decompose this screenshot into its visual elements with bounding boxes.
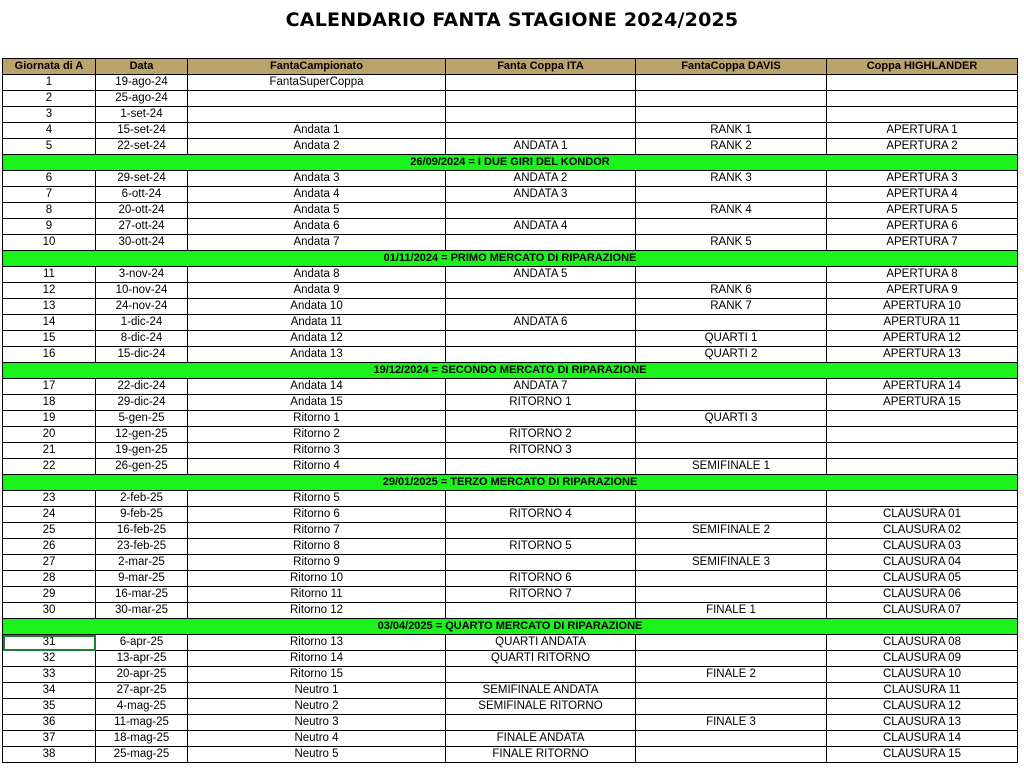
table-row	[3, 123, 1018, 139]
table-row	[3, 651, 1018, 667]
cell-coppa-highlander[interactable]: APERTURA 6	[827, 219, 1018, 235]
cell-coppa-highlander[interactable]: APERTURA 2	[827, 139, 1018, 155]
cell-giornata[interactable]: 36	[3, 715, 96, 731]
cell-data[interactable]: 25-mag-25	[96, 747, 188, 763]
cell-coppa-highlander[interactable]: CLAUSURA 15	[827, 747, 1018, 763]
cell-data[interactable]: 2-feb-25	[96, 491, 188, 507]
cell-coppa-davis[interactable]	[636, 443, 827, 459]
cell-data[interactable]: 22-set-24	[96, 139, 188, 155]
cell-giornata[interactable]: 3	[3, 107, 96, 123]
table-row	[3, 411, 1018, 427]
table-row	[3, 427, 1018, 443]
cell-coppa-highlander[interactable]: CLAUSURA 02	[827, 523, 1018, 539]
cell-data[interactable]: 27-apr-25	[96, 683, 188, 699]
cell-coppa-ita[interactable]	[446, 235, 636, 251]
cell-data[interactable]: 26-gen-25	[96, 459, 188, 475]
cell-giornata[interactable]: 5	[3, 139, 96, 155]
cell-fantacampionato[interactable]: Ritorno 1	[188, 411, 446, 427]
cell-fantacampionato[interactable]: Andata 11	[188, 315, 446, 331]
cell-fantacampionato[interactable]: Neutro 3	[188, 715, 446, 731]
table-row	[3, 347, 1018, 363]
cell-coppa-ita[interactable]: RITORNO 3	[446, 443, 636, 459]
cell-coppa-highlander[interactable]: APERTURA 5	[827, 203, 1018, 219]
cell-coppa-ita[interactable]	[446, 523, 636, 539]
cell-fantacampionato[interactable]: Andata 13	[188, 347, 446, 363]
cell-data[interactable]: 20-ott-24	[96, 203, 188, 219]
cell-fantacampionato[interactable]	[188, 91, 446, 107]
separator-row	[3, 363, 1018, 379]
cell-coppa-highlander[interactable]: CLAUSURA 01	[827, 507, 1018, 523]
cell-coppa-highlander[interactable]: APERTURA 8	[827, 267, 1018, 283]
separator-row	[3, 251, 1018, 267]
table-row	[3, 603, 1018, 619]
separator-cell[interactable]: 19/12/2024 = SECONDO MERCATO DI RIPARAZIONE	[3, 363, 1018, 379]
cell-giornata[interactable]: 13	[3, 299, 96, 315]
cell-coppa-davis[interactable]	[636, 75, 827, 91]
cell-data[interactable]: 13-apr-25	[96, 651, 188, 667]
table-row	[3, 459, 1018, 475]
cell-coppa-davis[interactable]	[636, 571, 827, 587]
cell-giornata[interactable]: 27	[3, 555, 96, 571]
cell-fantacampionato[interactable]: FantaSuperCoppa	[188, 75, 446, 91]
cell-coppa-davis[interactable]	[636, 635, 827, 651]
cell-fantacampionato[interactable]: Andata 9	[188, 283, 446, 299]
cell-coppa-highlander[interactable]: APERTURA 4	[827, 187, 1018, 203]
table-row	[3, 331, 1018, 347]
cell-data[interactable]: 9-feb-25	[96, 507, 188, 523]
cell-fantacampionato[interactable]: Ritorno 13	[188, 635, 446, 651]
cell-data[interactable]: 1-set-24	[96, 107, 188, 123]
cell-data[interactable]: 2-mar-25	[96, 555, 188, 571]
cell-data[interactable]: 22-dic-24	[96, 379, 188, 395]
table-row	[3, 203, 1018, 219]
table-row	[3, 299, 1018, 315]
cell-giornata[interactable]: 30	[3, 603, 96, 619]
cell-coppa-davis[interactable]	[636, 315, 827, 331]
table-row	[3, 395, 1018, 411]
cell-coppa-davis[interactable]	[636, 107, 827, 123]
page-title: CALENDARIO FANTA STAGIONE 2024/2025	[285, 9, 739, 31]
cell-coppa-highlander[interactable]: CLAUSURA 10	[827, 667, 1018, 683]
cell-coppa-highlander[interactable]: CLAUSURA 12	[827, 699, 1018, 715]
separator-cell[interactable]: 03/04/2025 = QUARTO MERCATO DI RIPARAZIONE	[3, 619, 1018, 635]
cell-giornata[interactable]: 26	[3, 539, 96, 555]
cell-coppa-ita[interactable]: SEMIFINALE RITORNO	[446, 699, 636, 715]
table-row	[3, 267, 1018, 283]
cell-fantacampionato[interactable]: Ritorno 8	[188, 539, 446, 555]
cell-coppa-davis[interactable]: FINALE 3	[636, 715, 827, 731]
cell-coppa-ita[interactable]: FINALE RITORNO	[446, 747, 636, 763]
cell-giornata[interactable]: 6	[3, 171, 96, 187]
cell-data[interactable]: 8-dic-24	[96, 331, 188, 347]
cell-coppa-ita[interactable]	[446, 299, 636, 315]
table-row	[3, 635, 1018, 651]
cell-coppa-ita[interactable]	[446, 203, 636, 219]
calendar-table	[2, 58, 1018, 763]
cell-coppa-davis[interactable]: RANK 3	[636, 171, 827, 187]
cell-coppa-ita[interactable]: RITORNO 4	[446, 507, 636, 523]
cell-giornata[interactable]: 8	[3, 203, 96, 219]
table-row	[3, 731, 1018, 747]
cell-coppa-highlander[interactable]: CLAUSURA 11	[827, 683, 1018, 699]
cell-giornata[interactable]: 34	[3, 683, 96, 699]
cell-fantacampionato[interactable]: Ritorno 6	[188, 507, 446, 523]
cell-fantacampionato[interactable]: Andata 7	[188, 235, 446, 251]
header-fantacampionato[interactable]: FantaCampionato	[188, 59, 446, 75]
cell-fantacampionato[interactable]: Ritorno 12	[188, 603, 446, 619]
cell-coppa-davis[interactable]	[636, 587, 827, 603]
cell-coppa-davis[interactable]: QUARTI 2	[636, 347, 827, 363]
cell-fantacampionato[interactable]: Andata 14	[188, 379, 446, 395]
table-row	[3, 315, 1018, 331]
cell-coppa-highlander[interactable]	[827, 459, 1018, 475]
cell-fantacampionato[interactable]: Andata 12	[188, 331, 446, 347]
cell-coppa-davis[interactable]: SEMIFINALE 3	[636, 555, 827, 571]
cell-data[interactable]: 30-mar-25	[96, 603, 188, 619]
header-data[interactable]: Data	[96, 59, 188, 75]
cell-coppa-highlander[interactable]	[827, 443, 1018, 459]
cell-coppa-ita[interactable]: RITORNO 6	[446, 571, 636, 587]
cell-giornata[interactable]: 25	[3, 523, 96, 539]
cell-giornata[interactable]: 24	[3, 507, 96, 523]
cell-coppa-highlander[interactable]: APERTURA 12	[827, 331, 1018, 347]
table-row	[3, 379, 1018, 395]
cell-coppa-ita[interactable]	[446, 555, 636, 571]
table-row	[3, 235, 1018, 251]
cell-coppa-davis[interactable]	[636, 731, 827, 747]
table-row	[3, 667, 1018, 683]
separator-row	[3, 619, 1018, 635]
cell-giornata[interactable]: 38	[3, 747, 96, 763]
cell-coppa-davis[interactable]: RANK 1	[636, 123, 827, 139]
table-row	[3, 539, 1018, 555]
cell-data[interactable]: 18-mag-25	[96, 731, 188, 747]
table-row	[3, 747, 1018, 763]
cell-giornata[interactable]: 7	[3, 187, 96, 203]
cell-coppa-highlander[interactable]: CLAUSURA 14	[827, 731, 1018, 747]
cell-fantacampionato[interactable]: Ritorno 2	[188, 427, 446, 443]
cell-data[interactable]: 6-ott-24	[96, 187, 188, 203]
header-row	[3, 59, 1018, 75]
cell-coppa-ita[interactable]: ANDATA 1	[446, 139, 636, 155]
cell-coppa-ita[interactable]	[446, 91, 636, 107]
cell-coppa-ita[interactable]: ANDATA 4	[446, 219, 636, 235]
table-row	[3, 443, 1018, 459]
cell-coppa-ita[interactable]: ANDATA 7	[446, 379, 636, 395]
cell-coppa-davis[interactable]: RANK 5	[636, 235, 827, 251]
cell-coppa-ita[interactable]: QUARTI ANDATA	[446, 635, 636, 651]
cell-giornata[interactable]: 4	[3, 123, 96, 139]
cell-coppa-highlander[interactable]	[827, 411, 1018, 427]
cell-coppa-ita[interactable]	[446, 603, 636, 619]
table-row	[3, 171, 1018, 187]
cell-giornata[interactable]: 33	[3, 667, 96, 683]
cell-coppa-davis[interactable]: FINALE 2	[636, 667, 827, 683]
cell-coppa-ita[interactable]	[446, 107, 636, 123]
cell-data[interactable]: 11-mag-25	[96, 715, 188, 731]
cell-coppa-davis[interactable]	[636, 395, 827, 411]
cell-data[interactable]: 16-feb-25	[96, 523, 188, 539]
cell-coppa-ita[interactable]	[446, 459, 636, 475]
cell-giornata[interactable]: 15	[3, 331, 96, 347]
cell-data[interactable]: 30-ott-24	[96, 235, 188, 251]
cell-data[interactable]: 24-nov-24	[96, 299, 188, 315]
cell-coppa-davis[interactable]: QUARTI 3	[636, 411, 827, 427]
cell-coppa-davis[interactable]	[636, 219, 827, 235]
header-coppa-ita[interactable]: Fanta Coppa ITA	[446, 59, 636, 75]
cell-fantacampionato[interactable]: Andata 10	[188, 299, 446, 315]
table-row	[3, 91, 1018, 107]
cell-coppa-davis[interactable]	[636, 747, 827, 763]
cell-coppa-davis[interactable]	[636, 379, 827, 395]
cell-coppa-davis[interactable]: RANK 4	[636, 203, 827, 219]
cell-coppa-ita[interactable]: FINALE ANDATA	[446, 731, 636, 747]
cell-coppa-highlander[interactable]: APERTURA 3	[827, 171, 1018, 187]
cell-data[interactable]: 3-nov-24	[96, 267, 188, 283]
table-row	[3, 75, 1018, 91]
cell-data[interactable]: 16-mar-25	[96, 587, 188, 603]
table-row	[3, 523, 1018, 539]
table-row	[3, 219, 1018, 235]
cell-coppa-highlander[interactable]	[827, 107, 1018, 123]
cell-fantacampionato[interactable]: Andata 1	[188, 123, 446, 139]
cell-coppa-davis[interactable]: SEMIFINALE 2	[636, 523, 827, 539]
cell-fantacampionato[interactable]: Andata 3	[188, 171, 446, 187]
cell-coppa-ita[interactable]	[446, 667, 636, 683]
cell-coppa-ita[interactable]	[446, 411, 636, 427]
cell-giornata[interactable]: 29	[3, 587, 96, 603]
cell-coppa-ita[interactable]	[446, 347, 636, 363]
cell-coppa-highlander[interactable]: APERTURA 11	[827, 315, 1018, 331]
cell-giornata[interactable]: 37	[3, 731, 96, 747]
cell-coppa-highlander[interactable]: APERTURA 10	[827, 299, 1018, 315]
cell-coppa-highlander[interactable]: CLAUSURA 13	[827, 715, 1018, 731]
cell-fantacampionato[interactable]: Neutro 2	[188, 699, 446, 715]
cell-coppa-davis[interactable]	[636, 267, 827, 283]
cell-coppa-ita[interactable]: QUARTI RITORNO	[446, 651, 636, 667]
cell-coppa-highlander[interactable]: APERTURA 14	[827, 379, 1018, 395]
cell-giornata[interactable]: 18	[3, 395, 96, 411]
cell-coppa-davis[interactable]: SEMIFINALE 1	[636, 459, 827, 475]
cell-coppa-highlander[interactable]: CLAUSURA 09	[827, 651, 1018, 667]
table-row	[3, 683, 1018, 699]
cell-giornata[interactable]: 21	[3, 443, 96, 459]
cell-coppa-ita[interactable]	[446, 715, 636, 731]
cell-giornata[interactable]: 1	[3, 75, 96, 91]
cell-data[interactable]: 6-apr-25	[96, 635, 188, 651]
cell-fantacampionato[interactable]: Andata 15	[188, 395, 446, 411]
cell-fantacampionato[interactable]: Andata 8	[188, 267, 446, 283]
table-row	[3, 555, 1018, 571]
cell-fantacampionato[interactable]: Ritorno 9	[188, 555, 446, 571]
cell-giornata[interactable]: 20	[3, 427, 96, 443]
cell-coppa-highlander[interactable]	[827, 75, 1018, 91]
cell-coppa-davis[interactable]	[636, 683, 827, 699]
cell-giornata[interactable]: 22	[3, 459, 96, 475]
cell-fantacampionato[interactable]: Neutro 4	[188, 731, 446, 747]
cell-data[interactable]: 15-set-24	[96, 123, 188, 139]
cell-coppa-highlander[interactable]: CLAUSURA 08	[827, 635, 1018, 651]
cell-coppa-ita[interactable]: ANDATA 5	[446, 267, 636, 283]
cell-coppa-davis[interactable]	[636, 427, 827, 443]
cell-coppa-davis[interactable]	[636, 539, 827, 555]
cell-coppa-highlander[interactable]: CLAUSURA 04	[827, 555, 1018, 571]
header-coppa-highlander[interactable]: Coppa HIGHLANDER	[827, 59, 1018, 75]
cell-giornata[interactable]: 32	[3, 651, 96, 667]
cell-coppa-ita[interactable]: RITORNO 7	[446, 587, 636, 603]
cell-data[interactable]: 1-dic-24	[96, 315, 188, 331]
cell-coppa-davis[interactable]	[636, 91, 827, 107]
cell-data[interactable]: 29-set-24	[96, 171, 188, 187]
cell-data[interactable]: 23-feb-25	[96, 539, 188, 555]
cell-giornata[interactable]: 16	[3, 347, 96, 363]
separator-cell[interactable]: 01/11/2024 = PRIMO MERCATO DI RIPARAZIONE	[3, 251, 1018, 267]
cell-coppa-highlander[interactable]: APERTURA 7	[827, 235, 1018, 251]
cell-coppa-highlander[interactable]: APERTURA 13	[827, 347, 1018, 363]
cell-data[interactable]: 25-ago-24	[96, 91, 188, 107]
cell-coppa-highlander[interactable]: CLAUSURA 03	[827, 539, 1018, 555]
cell-giornata[interactable]: 12	[3, 283, 96, 299]
cell-giornata[interactable]: 2	[3, 91, 96, 107]
cell-coppa-ita[interactable]	[446, 331, 636, 347]
cell-coppa-ita[interactable]	[446, 491, 636, 507]
header-coppa-davis[interactable]: FantaCoppa DAVIS	[636, 59, 827, 75]
table-row	[3, 507, 1018, 523]
cell-data[interactable]: 10-nov-24	[96, 283, 188, 299]
cell-fantacampionato[interactable]: Andata 5	[188, 203, 446, 219]
separator-cell[interactable]: 29/01/2025 = TERZO MERCATO DI RIPARAZIONE	[3, 475, 1018, 491]
cell-coppa-ita[interactable]	[446, 75, 636, 91]
cell-coppa-davis[interactable]	[636, 651, 827, 667]
table-row	[3, 491, 1018, 507]
cell-coppa-ita[interactable]: RITORNO 1	[446, 395, 636, 411]
cell-coppa-davis[interactable]: RANK 6	[636, 283, 827, 299]
cell-coppa-ita[interactable]	[446, 283, 636, 299]
cell-coppa-davis[interactable]: QUARTI 1	[636, 331, 827, 347]
separator-row	[3, 155, 1018, 171]
cell-data[interactable]: 15-dic-24	[96, 347, 188, 363]
table-row	[3, 715, 1018, 731]
cell-fantacampionato[interactable]: Andata 4	[188, 187, 446, 203]
cell-coppa-davis[interactable]	[636, 507, 827, 523]
cell-fantacampionato[interactable]: Andata 6	[188, 219, 446, 235]
cell-coppa-highlander[interactable]: APERTURA 9	[827, 283, 1018, 299]
cell-giornata[interactable]: 11	[3, 267, 96, 283]
cell-coppa-highlander[interactable]	[827, 91, 1018, 107]
table-row	[3, 139, 1018, 155]
separator-row	[3, 475, 1018, 491]
cell-coppa-highlander[interactable]: CLAUSURA 05	[827, 571, 1018, 587]
cell-fantacampionato[interactable]: Ritorno 4	[188, 459, 446, 475]
cell-giornata[interactable]: 23	[3, 491, 96, 507]
table-row	[3, 571, 1018, 587]
cell-giornata[interactable]: 10	[3, 235, 96, 251]
cell-coppa-highlander[interactable]	[827, 427, 1018, 443]
table-row	[3, 699, 1018, 715]
cell-data[interactable]: 27-ott-24	[96, 219, 188, 235]
cell-giornata[interactable]: 17	[3, 379, 96, 395]
cell-fantacampionato[interactable]: Ritorno 11	[188, 587, 446, 603]
cell-coppa-ita[interactable]: SEMIFINALE ANDATA	[446, 683, 636, 699]
cell-coppa-davis[interactable]	[636, 491, 827, 507]
cell-coppa-davis[interactable]	[636, 699, 827, 715]
cell-coppa-highlander[interactable]: APERTURA 15	[827, 395, 1018, 411]
cell-fantacampionato[interactable]: Neutro 5	[188, 747, 446, 763]
cell-data[interactable]: 20-apr-25	[96, 667, 188, 683]
cell-coppa-ita[interactable]: ANDATA 3	[446, 187, 636, 203]
cell-coppa-ita[interactable]: ANDATA 6	[446, 315, 636, 331]
cell-data[interactable]: 9-mar-25	[96, 571, 188, 587]
cell-fantacampionato[interactable]: Ritorno 5	[188, 491, 446, 507]
cell-fantacampionato[interactable]: Ritorno 7	[188, 523, 446, 539]
table-row	[3, 587, 1018, 603]
cell-giornata[interactable]: 9	[3, 219, 96, 235]
cell-fantacampionato[interactable]: Ritorno 15	[188, 667, 446, 683]
cell-fantacampionato[interactable]: Ritorno 3	[188, 443, 446, 459]
cell-coppa-highlander[interactable]	[827, 491, 1018, 507]
cell-coppa-davis[interactable]: RANK 7	[636, 299, 827, 315]
cell-giornata[interactable]: 28	[3, 571, 96, 587]
cell-coppa-davis[interactable]: FINALE 1	[636, 603, 827, 619]
separator-cell[interactable]: 26/09/2024 = I DUE GIRI DEL KONDOR	[3, 155, 1018, 171]
cell-fantacampionato[interactable]: Neutro 1	[188, 683, 446, 699]
cell-coppa-ita[interactable]: ANDATA 2	[446, 171, 636, 187]
cell-coppa-ita[interactable]: RITORNO 5	[446, 539, 636, 555]
cell-fantacampionato[interactable]: Ritorno 14	[188, 651, 446, 667]
cell-giornata[interactable]: 14	[3, 315, 96, 331]
table-row	[3, 283, 1018, 299]
header-giornata[interactable]: Giornata di A	[3, 59, 96, 75]
cell-coppa-ita[interactable]: RITORNO 2	[446, 427, 636, 443]
cell-fantacampionato[interactable]: Ritorno 10	[188, 571, 446, 587]
cell-coppa-davis[interactable]	[636, 187, 827, 203]
cell-coppa-highlander[interactable]: CLAUSURA 07	[827, 603, 1018, 619]
cell-coppa-ita[interactable]	[446, 123, 636, 139]
cell-coppa-davis[interactable]: RANK 2	[636, 139, 827, 155]
cell-coppa-highlander[interactable]: CLAUSURA 06	[827, 587, 1018, 603]
cell-giornata[interactable]: 31	[3, 635, 96, 651]
table-row	[3, 187, 1018, 203]
cell-giornata[interactable]: 35	[3, 699, 96, 715]
cell-data[interactable]: 12-gen-25	[96, 427, 188, 443]
cell-coppa-highlander[interactable]: APERTURA 1	[827, 123, 1018, 139]
cell-fantacampionato[interactable]: Andata 2	[188, 139, 446, 155]
cell-data[interactable]: 19-gen-25	[96, 443, 188, 459]
cell-data[interactable]: 29-dic-24	[96, 395, 188, 411]
cell-data[interactable]: 4-mag-25	[96, 699, 188, 715]
cell-fantacampionato[interactable]	[188, 107, 446, 123]
cell-data[interactable]: 5-gen-25	[96, 411, 188, 427]
cell-giornata[interactable]: 19	[3, 411, 96, 427]
cell-data[interactable]: 19-ago-24	[96, 75, 188, 91]
table-row	[3, 107, 1018, 123]
